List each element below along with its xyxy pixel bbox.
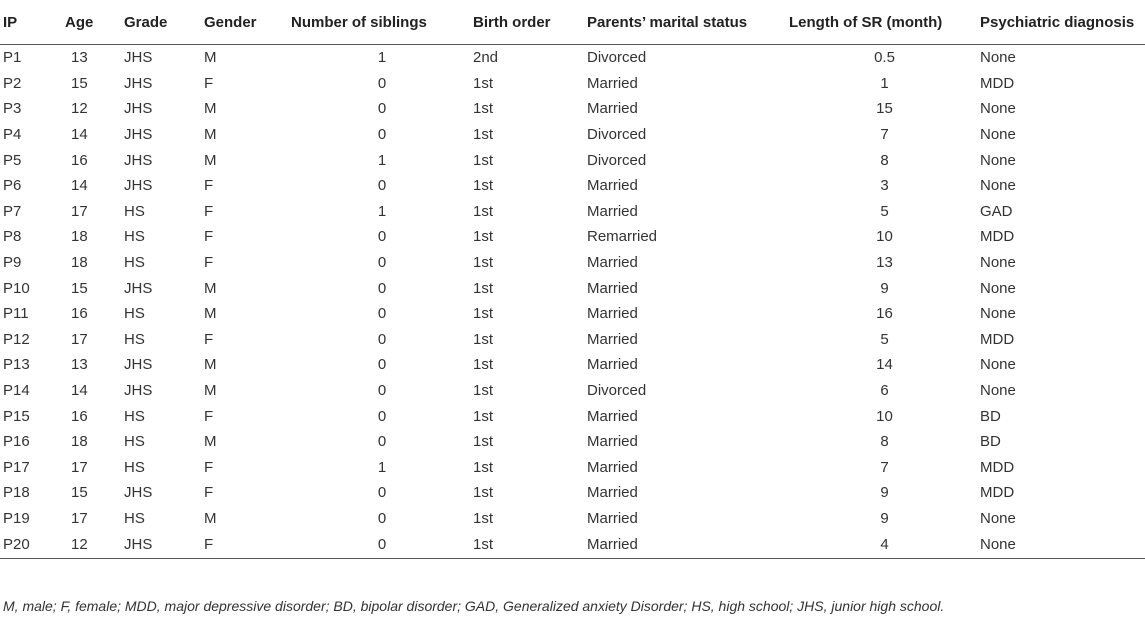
cell-grade: HS (124, 407, 145, 425)
cell-sr-length: 7 (880, 458, 889, 476)
cell-grade: HS (124, 202, 145, 220)
cell-birth-order: 1st (473, 407, 494, 425)
cell-age: 13 (71, 356, 88, 374)
cell-age: 14 (71, 126, 88, 144)
cell-diagnosis: None (980, 151, 1016, 169)
table-row (0, 199, 1145, 225)
cell-age: 14 (71, 382, 88, 400)
cell-siblings: 1 (377, 49, 387, 67)
table-row (0, 480, 1145, 506)
header-gender: Gender (204, 0, 291, 45)
header-sr-length: Length of SR (month) (789, 0, 980, 45)
cell-sr-length: 0.5 (874, 49, 895, 67)
table-row (0, 352, 1145, 378)
cell-age: 13 (71, 49, 88, 67)
cell-gender: M (204, 49, 217, 67)
cell-sr-length: 13 (876, 254, 893, 272)
cell-gender: M (204, 151, 217, 169)
cell-ip: P13 (3, 356, 30, 374)
cell-ip: P14 (3, 382, 30, 400)
cell-sr-length: 6 (880, 382, 889, 400)
cell-grade: JHS (124, 74, 153, 92)
cell-sr-length: 10 (876, 228, 893, 246)
cell-ip: P17 (3, 458, 30, 476)
cell-age: 14 (71, 177, 88, 195)
table-row (0, 45, 1145, 71)
table-row (0, 71, 1145, 97)
table-row (0, 224, 1145, 250)
cell-diagnosis: None (980, 279, 1016, 297)
cell-marital-status: Married (587, 509, 638, 527)
cell-gender: F (204, 330, 214, 348)
table-row (0, 275, 1145, 301)
cell-age: 18 (71, 433, 88, 451)
cell-age: 17 (71, 202, 88, 220)
cell-grade: JHS (124, 531, 204, 559)
table-row (0, 173, 1145, 199)
table-row (0, 531, 1145, 559)
cell-grade: HS (124, 305, 145, 323)
cell-age: 15 (71, 484, 88, 502)
table-row (0, 403, 1145, 429)
cell-siblings: 0 (291, 531, 473, 559)
cell-age: 17 (71, 458, 88, 476)
cell-grade: JHS (124, 484, 153, 502)
cell-grade: JHS (124, 151, 153, 169)
cell-siblings: 0 (377, 509, 387, 527)
cell-siblings: 0 (377, 433, 387, 451)
cell-ip: P4 (3, 126, 22, 144)
table-row (0, 96, 1145, 122)
cell-gender: F (204, 74, 214, 92)
cell-grade: HS (124, 228, 145, 246)
cell-sr-length: 8 (880, 433, 889, 451)
cell-diagnosis: BD (980, 407, 1001, 425)
cell-gender: F (204, 202, 214, 220)
cell-marital-status: Married (587, 74, 638, 92)
cell-ip: P5 (3, 151, 22, 169)
cell-grade: HS (124, 330, 145, 348)
cell-marital-status: Married (587, 254, 638, 272)
cell-sr-length: 14 (876, 356, 893, 374)
cell-diagnosis: MDD (980, 74, 1015, 92)
table-row (0, 147, 1145, 173)
cell-gender: M (204, 100, 217, 118)
cell-ip: P18 (3, 484, 30, 502)
cell-marital-status: Divorced (587, 126, 647, 144)
cell-birth-order: 1st (473, 356, 494, 374)
cell-diagnosis: None (980, 356, 1016, 374)
cell-ip: P20 (0, 531, 62, 559)
cell-birth-order: 1st (473, 202, 494, 220)
cell-gender: M (204, 509, 217, 527)
table-row (0, 327, 1145, 353)
cell-birth-order: 1st (473, 382, 494, 400)
cell-sr-length: 1 (880, 74, 889, 92)
cell-age: 18 (71, 228, 88, 246)
header-row (0, 0, 1145, 45)
cell-marital-status: Married (587, 202, 638, 220)
cell-sr-length: 8 (880, 151, 889, 169)
cell-gender: F (204, 254, 214, 272)
cell-ip: P3 (3, 100, 22, 118)
cell-siblings: 0 (377, 484, 387, 502)
table-row (0, 506, 1145, 532)
table-footnote: M, male; F, female; MDD, major depressive disorder; BD, bipolar disorder; GAD, Generalized anxiety Disorder; HS, high school; JHS, junior high school. (3, 598, 945, 614)
cell-siblings: 0 (377, 407, 387, 425)
cell-marital-status: Married (587, 407, 638, 425)
cell-sr-length: 10 (876, 407, 893, 425)
cell-gender: F (204, 177, 214, 195)
cell-birth-order: 1st (473, 433, 494, 451)
cell-marital-status: Divorced (587, 382, 647, 400)
cell-gender: F (204, 484, 214, 502)
cell-grade: JHS (124, 177, 153, 195)
cell-marital-status: Married (587, 531, 789, 559)
cell-gender: M (204, 433, 217, 451)
cell-sr-length: 3 (880, 177, 889, 195)
cell-siblings: 1 (377, 202, 387, 220)
cell-age: 12 (62, 531, 124, 559)
cell-grade: HS (124, 433, 145, 451)
cell-age: 16 (71, 151, 88, 169)
cell-gender: F (204, 458, 214, 476)
cell-ip: P10 (3, 279, 30, 297)
cell-sr-length: 5 (880, 202, 889, 220)
cell-gender: M (204, 305, 217, 323)
cell-sr-length: 7 (880, 126, 889, 144)
cell-ip: P16 (3, 433, 30, 451)
table-header (0, 0, 1145, 45)
header-birth-order: Birth order (473, 0, 587, 45)
cell-ip: P11 (3, 305, 29, 323)
cell-gender: M (204, 279, 217, 297)
cell-ip: P9 (3, 254, 22, 272)
cell-birth-order: 1st (473, 177, 494, 195)
cell-grade: JHS (124, 279, 153, 297)
cell-ip: P6 (3, 177, 22, 195)
cell-marital-status: Married (587, 458, 638, 476)
cell-siblings: 0 (377, 305, 387, 323)
cell-sr-length: 15 (876, 100, 893, 118)
cell-age: 12 (71, 100, 88, 118)
cell-ip: P2 (3, 74, 22, 92)
header-siblings: Number of siblings (291, 0, 473, 45)
header-marital-status: Parents’ marital status (587, 0, 789, 45)
header-age: Age (62, 0, 124, 45)
cell-grade: JHS (124, 356, 153, 374)
cell-diagnosis: None (980, 254, 1016, 272)
cell-birth-order: 1st (473, 509, 494, 527)
cell-sr-length: 9 (880, 279, 889, 297)
cell-siblings: 0 (377, 254, 387, 272)
cell-sr-length: 5 (880, 330, 889, 348)
cell-diagnosis: None (980, 177, 1016, 195)
cell-diagnosis: None (980, 126, 1016, 144)
cell-birth-order: 1st (473, 305, 494, 323)
cell-diagnosis: MDD (980, 484, 1015, 502)
cell-sr-length: 9 (880, 484, 889, 502)
cell-marital-status: Married (587, 433, 638, 451)
cell-diagnosis: MDD (980, 458, 1015, 476)
cell-gender: M (204, 382, 217, 400)
cell-age: 15 (71, 279, 88, 297)
cell-siblings: 0 (377, 330, 387, 348)
cell-grade: JHS (124, 126, 153, 144)
cell-marital-status: Remarried (587, 228, 658, 246)
cell-diagnosis: MDD (980, 330, 1015, 348)
cell-diagnosis: BD (980, 433, 1001, 451)
cell-marital-status: Married (587, 305, 638, 323)
cell-age: 17 (71, 330, 88, 348)
cell-diagnosis: None (980, 509, 1016, 527)
cell-siblings: 0 (377, 74, 387, 92)
cell-siblings: 0 (377, 279, 387, 297)
cell-siblings: 1 (377, 458, 387, 476)
cell-birth-order: 2nd (473, 49, 499, 67)
cell-birth-order: 1st (473, 74, 494, 92)
cell-diagnosis: None (980, 531, 1145, 559)
cell-birth-order: 1st (473, 126, 494, 144)
cell-birth-order: 1st (473, 330, 494, 348)
header-grade: Grade (124, 0, 204, 45)
cell-sr-length: 9 (880, 509, 889, 527)
cell-age: 18 (71, 254, 88, 272)
cell-ip: P15 (3, 407, 30, 425)
cell-sr-length: 4 (789, 531, 980, 559)
cell-age: 16 (71, 305, 88, 323)
table-row (0, 301, 1145, 327)
cell-grade: JHS (124, 100, 153, 118)
cell-marital-status: Married (587, 484, 638, 502)
cell-siblings: 0 (377, 382, 387, 400)
table-row (0, 378, 1145, 404)
cell-grade: HS (124, 254, 145, 272)
cell-birth-order: 1st (473, 254, 494, 272)
cell-siblings: 0 (377, 100, 387, 118)
table-body (0, 45, 1145, 559)
cell-marital-status: Divorced (587, 49, 647, 67)
cell-ip: P19 (3, 509, 30, 527)
cell-grade: HS (124, 458, 145, 476)
cell-birth-order: 1st (473, 279, 494, 297)
cell-grade: HS (124, 509, 145, 527)
cell-gender: F (204, 407, 214, 425)
cell-gender: M (204, 126, 217, 144)
cell-diagnosis: GAD (980, 202, 1013, 220)
cell-age: 16 (71, 407, 88, 425)
cell-marital-status: Married (587, 330, 638, 348)
table-row (0, 429, 1145, 455)
cell-birth-order: 1st (473, 531, 587, 559)
header-ip: IP (0, 0, 62, 45)
cell-diagnosis: MDD (980, 228, 1015, 246)
table-row (0, 250, 1145, 276)
cell-age: 15 (71, 74, 88, 92)
cell-age: 17 (71, 509, 88, 527)
cell-ip: P1 (3, 49, 22, 67)
cell-birth-order: 1st (473, 228, 494, 246)
cell-siblings: 0 (377, 228, 387, 246)
cell-ip: P8 (3, 228, 22, 246)
cell-birth-order: 1st (473, 458, 494, 476)
cell-marital-status: Married (587, 279, 638, 297)
cell-gender: M (204, 356, 217, 374)
cell-diagnosis: None (980, 305, 1016, 323)
cell-diagnosis: None (980, 100, 1016, 118)
cell-birth-order: 1st (473, 100, 494, 118)
table-row (0, 122, 1145, 148)
cell-diagnosis: None (980, 49, 1016, 67)
cell-gender: F (204, 228, 214, 246)
cell-birth-order: 1st (473, 484, 494, 502)
cell-siblings: 0 (377, 177, 387, 195)
cell-ip: P12 (3, 330, 30, 348)
cell-marital-status: Married (587, 356, 638, 374)
cell-marital-status: Divorced (587, 151, 647, 169)
cell-ip: P7 (3, 202, 22, 220)
table-row (0, 455, 1145, 481)
cell-siblings: 0 (377, 126, 387, 144)
cell-grade: JHS (124, 49, 153, 67)
cell-sr-length: 16 (876, 305, 893, 323)
cell-siblings: 1 (377, 151, 387, 169)
cell-grade: JHS (124, 382, 153, 400)
cell-diagnosis: None (980, 382, 1016, 400)
cell-birth-order: 1st (473, 151, 494, 169)
cell-gender: F (204, 531, 291, 559)
header-diagnosis: Psychiatric diagnosis (980, 0, 1145, 45)
cell-marital-status: Married (587, 100, 638, 118)
cell-marital-status: Married (587, 177, 638, 195)
cell-siblings: 0 (377, 356, 387, 374)
